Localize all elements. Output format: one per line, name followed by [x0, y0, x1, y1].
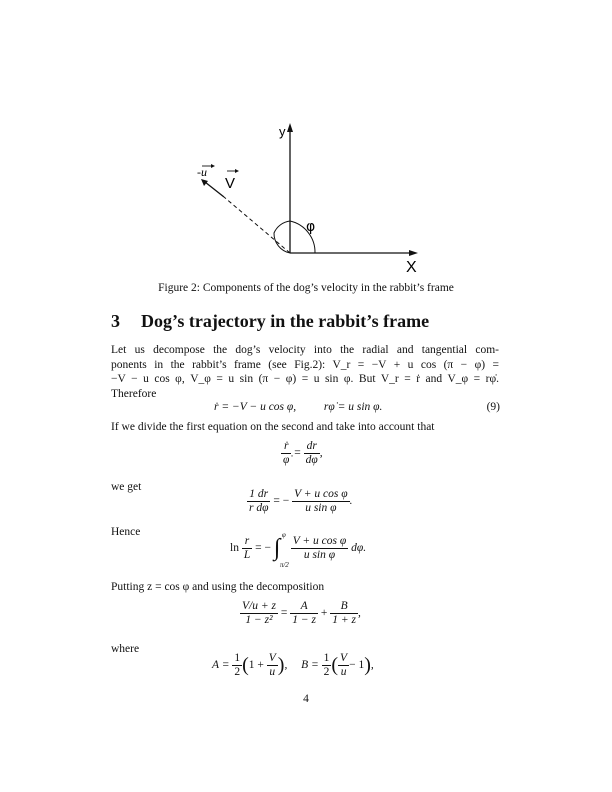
ab-b-label: B =	[301, 659, 319, 672]
ab-b-inner-tail: − 1	[349, 659, 365, 672]
d1-left-fraction	[247, 488, 270, 515]
dec-a-num: A	[290, 600, 318, 614]
u-overarrow-head	[211, 164, 215, 168]
ln-left-den: L	[243, 549, 251, 561]
ratio-left-den: φ̇	[283, 454, 290, 466]
d1-right-fraction	[292, 488, 350, 515]
dec-a-fraction	[290, 600, 318, 627]
d1-left-den: r dφ	[249, 502, 269, 514]
ab-a-u: u	[269, 666, 276, 678]
dec-a-den: 1 − z	[292, 614, 316, 626]
log-equation	[230, 531, 367, 569]
ab-a-vu	[267, 652, 278, 679]
d1-right-num: V + u cos φ	[294, 488, 348, 500]
ab-a-half	[232, 652, 242, 679]
ratio-equation: $\frac{\text{ṙ}}{\varphi̇}$ = $\frac{dr}{d\varphi}$ ,	[283, 440, 323, 466]
ab-tail: ,	[370, 659, 374, 672]
equation-9-number: (9)	[486, 401, 500, 413]
ln-right-num: V + u cos φ	[292, 535, 347, 547]
ln-right-den: u sin φ	[303, 549, 336, 561]
eq9-right: rφ̇ = u sin φ.	[323, 401, 383, 413]
ln-prefix: ln	[230, 542, 239, 555]
u-label: -u	[197, 165, 207, 179]
ab-a-v: V	[268, 652, 276, 664]
ln-mid: = −	[255, 542, 271, 555]
ratio-right-fraction	[304, 440, 320, 467]
ab-b-half-num: 1	[323, 652, 330, 664]
d1-mid: = −	[273, 495, 290, 508]
ab-b-half-den: 2	[323, 666, 330, 678]
section-heading	[111, 311, 429, 332]
paragraph-2: If we divide the first equation on the second and take into account that	[111, 421, 435, 433]
page-number: 4	[303, 693, 309, 705]
paragraph-6: where	[111, 643, 140, 655]
coefficients-equation: A = $\frac{1}{2}$ (1 + $\frac{V}{u}$ ), B = $\frac{1}{2}$ ( $\frac{V}{u}$ − 1),	[212, 652, 374, 678]
decomposition-equation	[240, 600, 361, 627]
section-number: 3	[111, 311, 120, 331]
integral-sign: ∫ φ π/2	[273, 531, 289, 569]
paragraph-1	[111, 343, 499, 401]
v-label: V	[225, 175, 236, 192]
dec-eq: =	[280, 607, 288, 620]
dec-b-num: B	[330, 600, 358, 614]
p1-line-3: −V − u cos φ, V_φ = u sin (π − φ) = u sin φ. But V_r = ṙ and V_φ = rφ̇.	[111, 373, 499, 385]
ab-b-vu	[338, 652, 349, 679]
dec-tail: ,	[357, 607, 361, 620]
dec-b-den: 1 + z	[332, 614, 356, 626]
ab-a-label: A =	[212, 659, 230, 672]
p1-line-2: ponents in the rabbit’s frame (see Fig.2): V_r = −V + u cos (π − φ) =	[111, 358, 499, 371]
eq9-left: ṙ = −V − u cos φ,	[214, 401, 297, 413]
p1-line-1: Let us decompose the dog’s velocity into the radial and tangential com-	[111, 344, 499, 356]
d1-tail: .	[349, 495, 353, 508]
p1-line-4: Therefore	[111, 387, 157, 400]
ln-left-fraction	[242, 535, 252, 562]
ab-b-u: u	[340, 666, 347, 678]
dec-b-fraction	[330, 600, 358, 627]
ratio-left-num: ṙ	[281, 440, 291, 454]
ln-tail: dφ.	[351, 542, 367, 555]
ratio-left-fraction	[281, 440, 291, 467]
x-axis-label: X	[406, 259, 417, 276]
velocity-diagram	[180, 120, 430, 280]
figure-2	[180, 120, 430, 280]
ab-a-half-num: 1	[234, 652, 241, 664]
y-axis-arrowhead	[287, 123, 293, 132]
figure-caption: Figure 2: Components of the dog’s velocity in the rabbit’s frame	[158, 282, 454, 294]
ab-b-half	[322, 652, 332, 679]
paragraph-4: Hence	[111, 526, 141, 538]
phi-label: φ	[306, 219, 316, 235]
dec-left-den: 1 − z²	[245, 614, 273, 626]
integral-lower-limit: π/2	[279, 561, 289, 569]
x-axis-arrowhead	[409, 250, 418, 256]
paragraph-5: Putting z = cos φ and using the decomposition	[111, 581, 325, 593]
ab-b-v: V	[340, 652, 348, 664]
ratio-right-num: dr	[304, 440, 320, 454]
dec-plus: +	[320, 607, 328, 620]
d1-right-den: u sin φ	[305, 502, 337, 514]
v-overarrow-head	[235, 169, 239, 173]
paragraph-3: we get	[111, 481, 142, 493]
velocity-arrowhead	[201, 179, 208, 186]
equation-9	[214, 401, 382, 413]
ln-left-num: r	[242, 535, 252, 549]
ab-a-inner: 1 +	[248, 659, 264, 672]
phi-angle-arc	[274, 221, 290, 253]
ratio-right-den: dφ	[305, 454, 318, 466]
ratio-tail: ,	[319, 447, 323, 460]
integral-upper-limit: φ	[281, 531, 286, 539]
section-title: Dog’s trajectory in the rabbit’s frame	[141, 311, 430, 331]
y-axis-label: y	[279, 124, 286, 139]
ab-a-half-den: 2	[234, 666, 241, 678]
dec-left-num: V/u + z	[242, 600, 276, 612]
velocity-vector	[205, 182, 224, 197]
ln-right-fraction	[291, 535, 349, 562]
dec-left-fraction	[240, 600, 278, 627]
derivative-equation	[247, 488, 352, 515]
d1-left-num: 1 dr	[247, 488, 270, 502]
ab-sep: ,	[284, 659, 288, 672]
